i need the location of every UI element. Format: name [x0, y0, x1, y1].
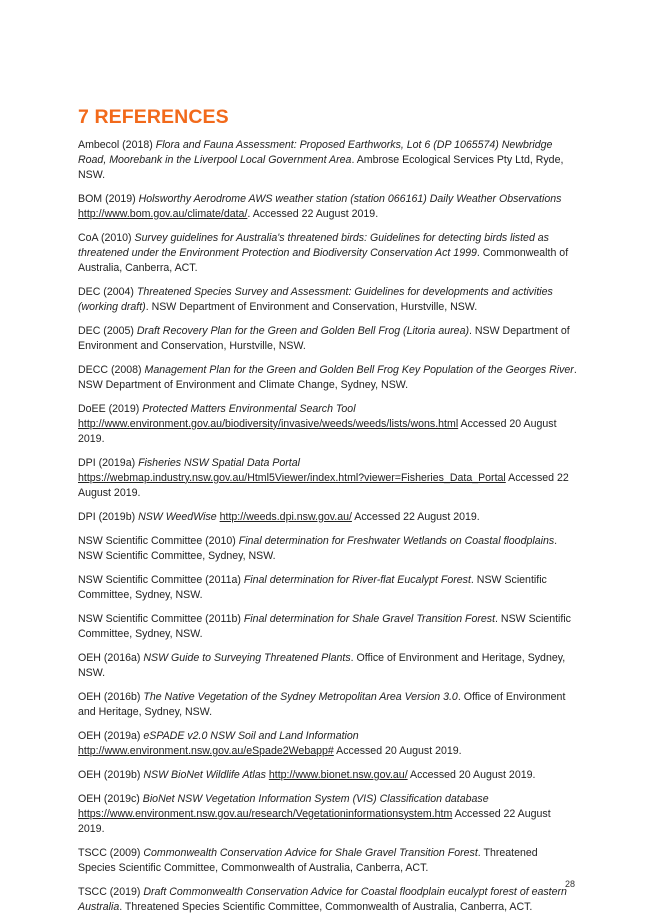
reference-text: . Threatened Species Scientific Committee, Commonwealth of Australia, Canberra, ACT. — [119, 900, 533, 913]
reference-title: NSW Guide to Surveying Threatened Plants — [143, 651, 351, 664]
reference-entry — [78, 510, 578, 525]
reference-text: . Commonwealth of Australia, Canberra, ACT. — [78, 246, 569, 274]
reference-entry — [78, 612, 578, 642]
reference-text: TSCC (2019) — [78, 885, 144, 898]
reference-text: . NSW Scientific Committee, Sydney, NSW. — [78, 612, 571, 640]
reference-title: Survey guidelines for Australia's threatened birds: Guidelines for detecting birds listed as threatened under the Environment Protection and Biodiversity Conservation Act 1999 — [78, 231, 549, 259]
section-heading: 7 REFERENCES — [78, 106, 229, 128]
reference-list — [78, 138, 578, 924]
reference-text: Ambecol (2018) — [78, 139, 156, 151]
reference-link[interactable]: http://www.bionet.nsw.gov.au/ — [268, 768, 408, 781]
reference-text: Accessed 20 August 2019. — [333, 744, 462, 757]
reference-title: The Native Vegetation of the Sydney Metropolitan Area Version 3.0 — [143, 690, 458, 703]
reference-text: DPI (2019b) — [78, 510, 139, 523]
reference-text: . Office of Environment and Heritage, Sydney, NSW. — [78, 690, 566, 718]
reference-link[interactable]: https://webmap.industry.nsw.gov.au/Html5Viewer/index.html?viewer=Fisheries_Data_Portal — [78, 471, 506, 484]
reference-text: OEH (2016a) — [78, 651, 144, 664]
reference-entry — [78, 573, 578, 603]
reference-text: CoA (2010) — [78, 231, 135, 244]
reference-text: TSCC (2009) — [78, 846, 144, 859]
reference-entry — [78, 192, 578, 222]
reference-text: Accessed 20 August 2019. — [78, 417, 557, 445]
reference-title: Draft Commonwealth Conservation Advice for Coastal floodplain eucalypt forest of eastern Australia — [78, 885, 567, 913]
reference-text: Accessed 22 August 2019. — [78, 807, 551, 835]
reference-text: OEH (2019a) — [78, 729, 144, 742]
reference-entry — [78, 138, 578, 183]
reference-link[interactable]: https://www.environment.nsw.gov.au/research/Vegetationinformationsystem.htm — [78, 807, 453, 820]
reference-text: DEC (2005) — [78, 324, 137, 337]
reference-title: Threatened Species Survey and Assessment: Guidelines for developments and activities (working draft) — [78, 285, 553, 313]
reference-text: . Office of Environment and Heritage, Sydney, NSW. — [78, 651, 566, 679]
reference-entry — [78, 885, 578, 915]
reference-entry — [78, 231, 578, 276]
reference-title: Draft Recovery Plan for the Green and Golden Bell Frog (Litoria aurea) — [136, 324, 469, 337]
reference-entry — [78, 363, 578, 393]
reference-entry — [78, 456, 578, 501]
reference-title: NSW WeedWise — [138, 510, 217, 523]
reference-title: Final determination for Freshwater Wetlands on Coastal floodplains — [238, 534, 555, 547]
reference-text: . NSW Department of Environment and Conservation, Hurstville, NSW. — [145, 300, 478, 313]
reference-title: BioNet NSW Vegetation Information System (VIS) Classification database — [142, 792, 489, 805]
reference-title: Final determination for River-flat Eucalypt Forest — [243, 573, 471, 586]
reference-text: OEH (2019b) — [78, 768, 144, 781]
reference-text: . NSW Scientific Committee, Sydney, NSW. — [78, 573, 547, 601]
reference-entry — [78, 534, 578, 564]
reference-text: . NSW Department of Environment and Conservation, Hurstville, NSW. — [78, 324, 570, 352]
reference-link[interactable]: http://www.environment.gov.au/biodiversity/invasive/weeds/weeds/lists/wons.html — [78, 417, 459, 430]
reference-entry — [78, 651, 578, 681]
reference-title: Protected Matters Environmental Search Tool — [142, 402, 356, 415]
reference-text: NSW Scientific Committee (2010) — [78, 534, 239, 547]
reference-text: . Threatened Species Scientific Committee, Commonwealth of Australia, Canberra, ACT. — [78, 846, 538, 874]
reference-title: Final determination for Shale Gravel Transition Forest — [243, 612, 496, 625]
reference-text: DECC (2008) — [78, 363, 145, 376]
reference-title: NSW BioNet Wildlife Atlas — [143, 768, 266, 781]
reference-text: NSW Scientific Committee (2011b) — [78, 612, 244, 625]
reference-text: . NSW Scientific Committee, Sydney, NSW. — [78, 534, 558, 562]
reference-text: DEC (2004) — [78, 285, 137, 298]
reference-text: Accessed 22 August 2019. — [78, 471, 569, 499]
reference-title: Holsworthy Aerodrome AWS weather station (station 066161) Daily Weather Observations — [138, 192, 562, 205]
reference-entry — [78, 768, 578, 783]
reference-text: OEH (2019c) — [78, 792, 143, 805]
reference-title: Management Plan for the Green and Golden Bell Frog Key Population of the Georges River — [144, 363, 574, 376]
reference-title: Fisheries NSW Spatial Data Portal — [138, 456, 300, 469]
reference-text: OEH (2016b) — [78, 690, 144, 703]
reference-text: . Accessed 22 August 2019. — [247, 207, 379, 220]
reference-text: Accessed 20 August 2019. — [407, 768, 536, 781]
reference-text: Accessed 22 August 2019. — [351, 510, 480, 523]
reference-text: BOM (2019) — [78, 192, 139, 205]
reference-text: NSW Scientific Committee (2011a) — [78, 573, 244, 586]
reference-title: Flora and Fauna Assessment: Proposed Earthworks, Lot 6 (DP 1065574) Newbridge Road, Moorebank in the Liverpool Local Government Area — [78, 139, 553, 166]
reference-text: . Ambrose Ecological Services Pty Ltd, Ryde, NSW. — [78, 153, 564, 181]
reference-title: eSPADE v2.0 NSW Soil and Land Information — [143, 729, 359, 742]
reference-entry — [78, 285, 578, 315]
reference-title: Commonwealth Conservation Advice for Shale Gravel Transition Forest — [143, 846, 478, 859]
reference-entry — [78, 690, 578, 720]
reference-entry — [78, 792, 578, 837]
reference-entry — [78, 729, 578, 759]
reference-text: DoEE (2019) — [78, 402, 143, 415]
reference-text: DPI (2019a) — [78, 456, 139, 469]
reference-link[interactable]: http://weeds.dpi.nsw.gov.au/ — [219, 510, 352, 523]
page-number: 28 — [565, 879, 576, 889]
reference-text: . NSW Department of Environment and Climate Change, Sydney, NSW. — [78, 363, 577, 391]
reference-link[interactable]: http://www.bom.gov.au/climate/data/ — [78, 207, 248, 220]
reference-link[interactable]: http://www.environment.nsw.gov.au/eSpade2Webapp# — [78, 744, 334, 757]
reference-entry — [78, 402, 578, 447]
reference-entry — [78, 324, 578, 354]
reference-entry — [78, 846, 578, 876]
